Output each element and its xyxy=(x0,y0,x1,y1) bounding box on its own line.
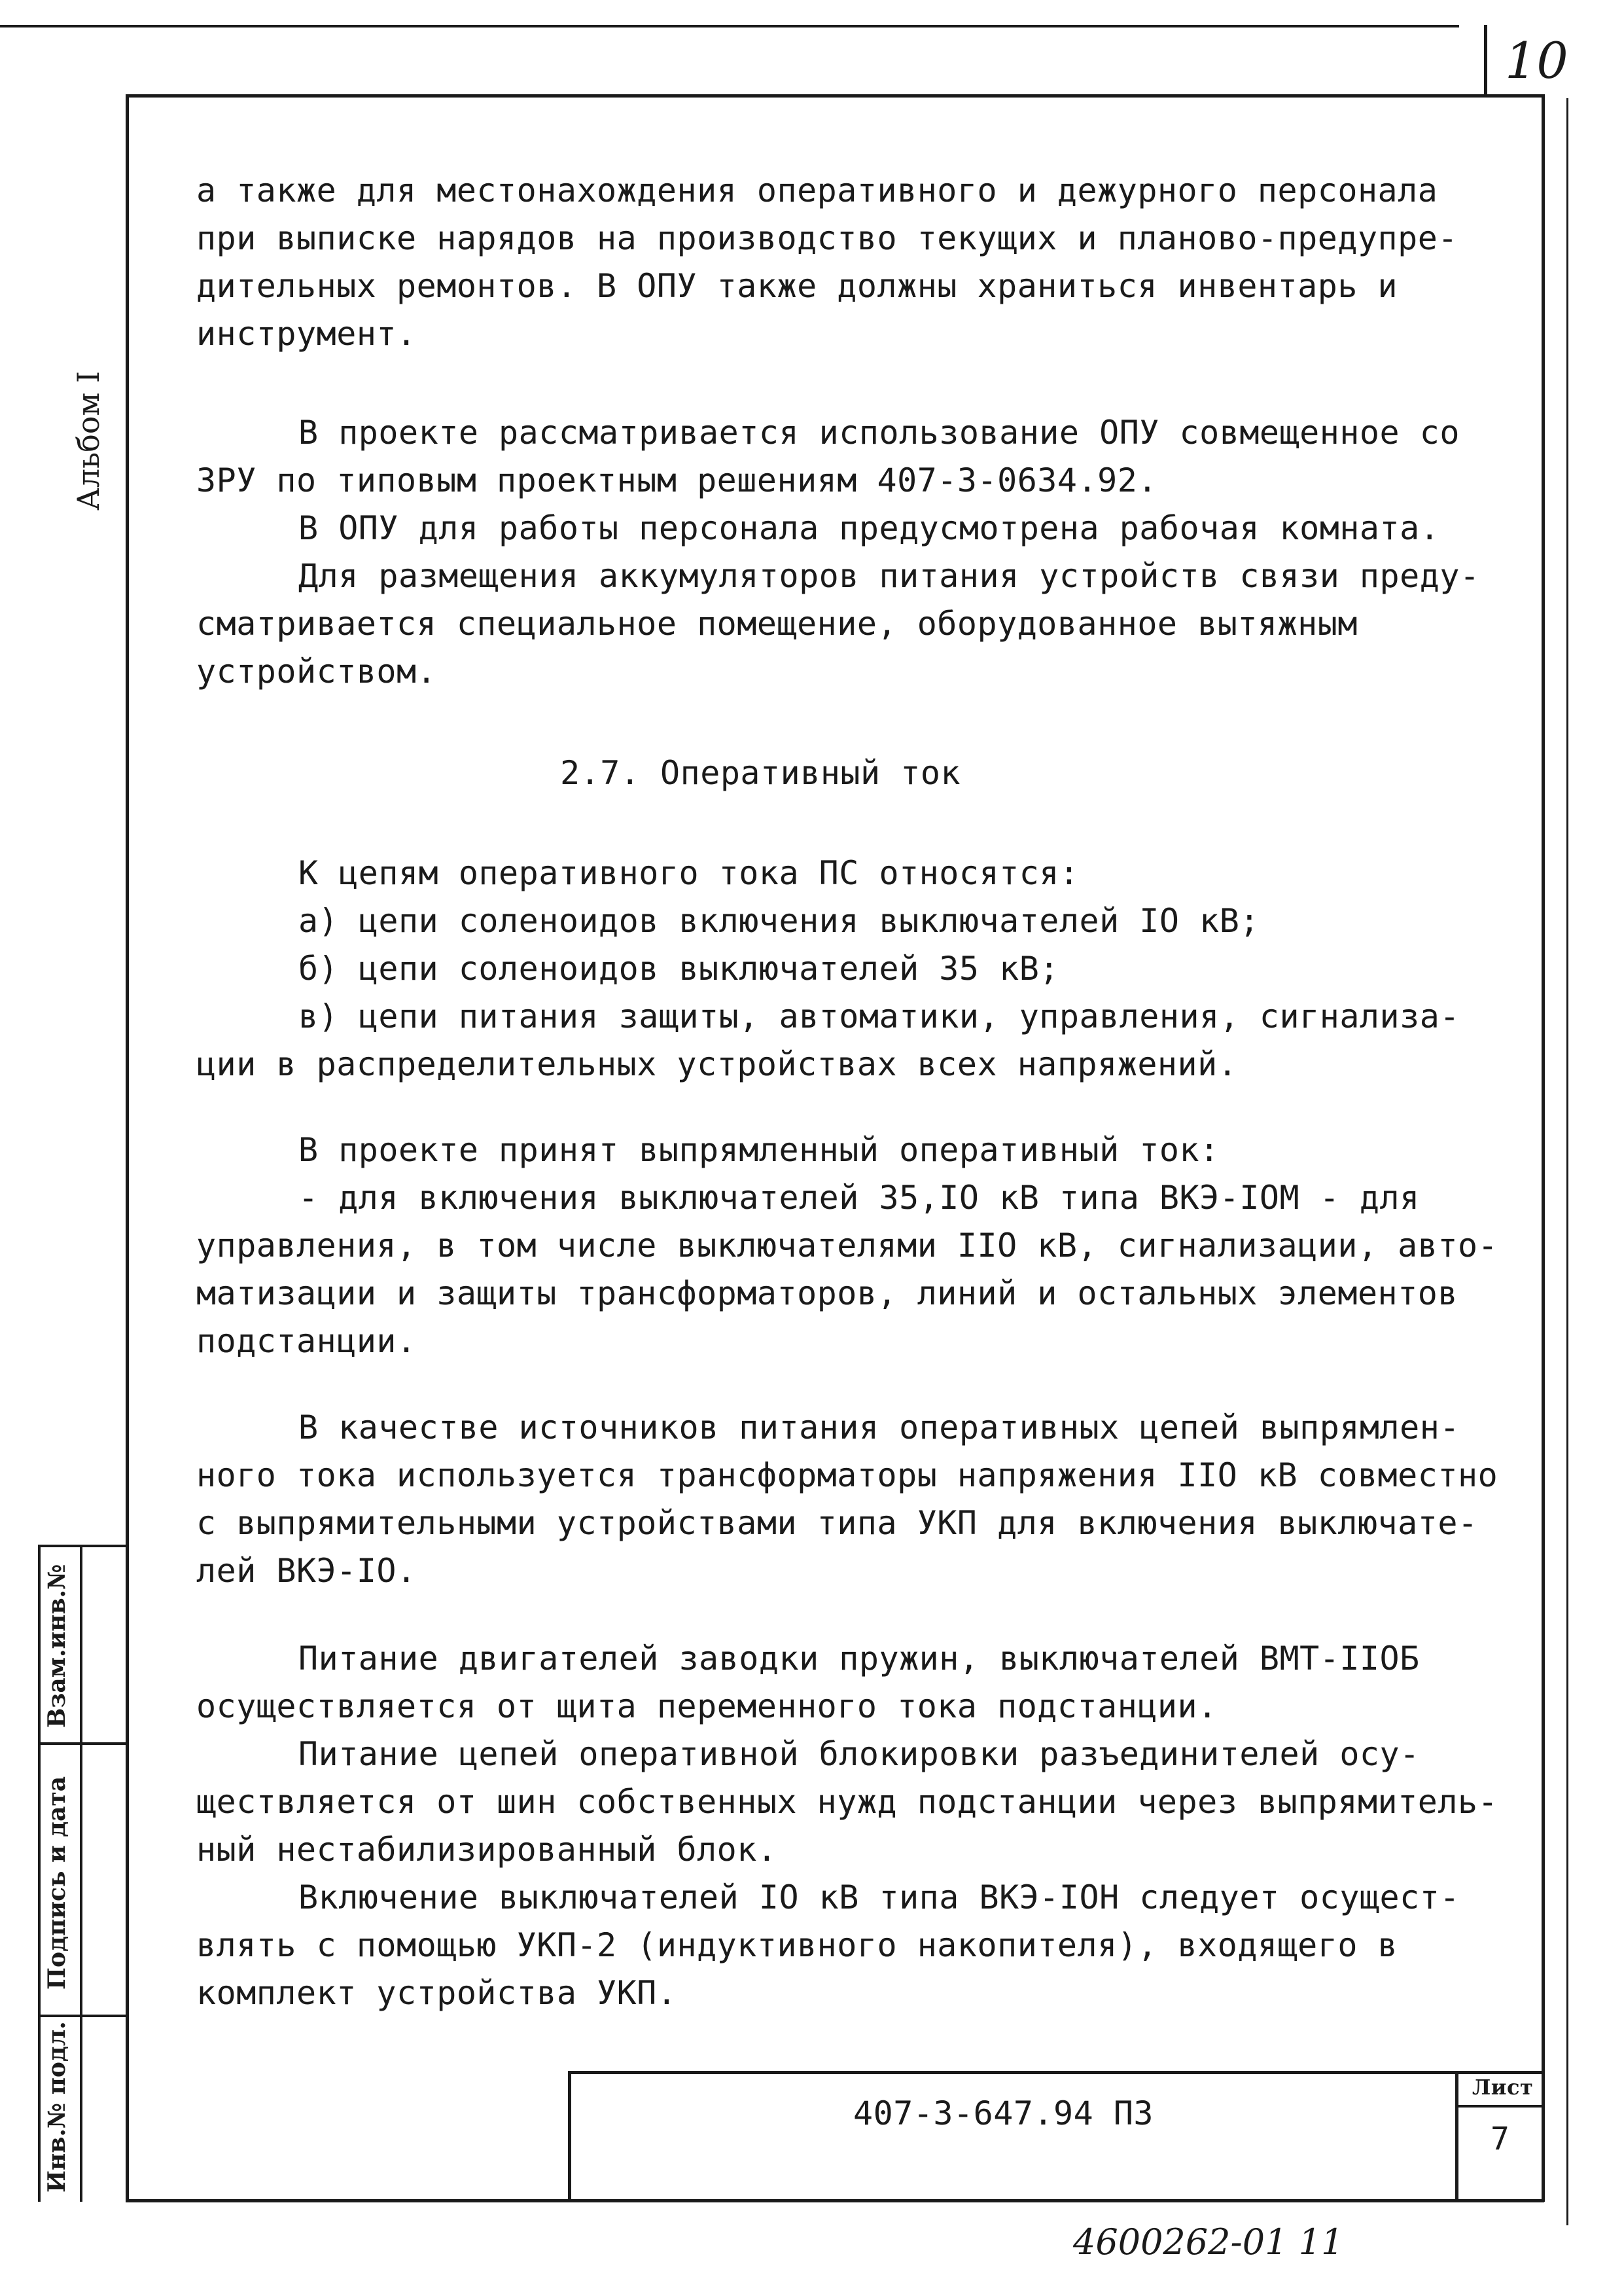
text-line: а также для местонахождения оперативного и дежурного персонала xyxy=(196,171,1438,209)
text-line: ции в распределительных устройствах всех напряжений. xyxy=(196,1045,1238,1083)
title-block-left xyxy=(568,2071,571,2202)
page-number-handwritten: 10 xyxy=(1505,31,1568,90)
text-line: В проекте принят выпрямленный оперативный ток: xyxy=(298,1131,1220,1169)
text-line: б) цепи соленоидов выключателей 35 кВ; xyxy=(298,950,1059,988)
sheet-label: Лист xyxy=(1472,2075,1534,2100)
text-line: лей ВКЭ-IO. xyxy=(196,1552,417,1590)
bottom-handwritten-number: 4600262-01 11 xyxy=(1073,2221,1344,2263)
text-line: комплект устройства УКП. xyxy=(196,1974,677,2012)
section-heading: 2.7. Оперативный ток xyxy=(560,754,961,792)
text-line: а) цепи соленоидов включения выключателей IO кВ; xyxy=(298,902,1260,940)
text-line: Для размещения аккумуляторов питания устройств связи преду- xyxy=(298,557,1480,595)
title-block-top xyxy=(568,2071,1544,2074)
text-line: дительных ремонтов. В ОПУ также должны храниться инвентарь и xyxy=(196,267,1398,305)
text-line: сматривается специальное помещение, оборудованное вытяжным xyxy=(196,605,1358,643)
text-line: управления, в том числе выключателями IIO кВ, сигнализации, авто- xyxy=(196,1227,1498,1265)
stamp-box-left xyxy=(38,1545,41,2202)
stamp-box-div1 xyxy=(38,1742,128,1745)
text-line: влять с помощью УКП-2 (индуктивного накопителя), входящего в xyxy=(196,1926,1398,1964)
stamp-box-div2 xyxy=(38,2015,128,2017)
text-line: К цепям оперативного тока ПС относятся: xyxy=(298,854,1080,892)
text-line: Питание цепей оперативной блокировки разъединителей осу- xyxy=(298,1735,1420,1773)
sheet-number: 7 xyxy=(1491,2121,1510,2157)
text-line: при выписке нарядов на производство текущих и планово-предупре- xyxy=(196,219,1458,257)
text-line: в) цепи питания защиты, автоматики, управления, сигнализа- xyxy=(298,997,1460,1035)
stamp-box-top xyxy=(38,1545,128,1547)
stamp-inv-label: Инв.№ подл. xyxy=(43,2021,71,2193)
text-line: инструмент. xyxy=(196,315,417,353)
stamp-box-mid xyxy=(80,1545,82,2202)
text-line: В проекте рассматривается использование ОПУ совмещенное со xyxy=(298,414,1460,452)
text-line: В качестве источников питания оперативных цепей выпрямлен- xyxy=(298,1408,1460,1446)
stamp-podpis-label: Подпись и дата xyxy=(43,1776,71,1990)
text-line: с выпрямительными устройствами типа УКП для включения выключате- xyxy=(196,1504,1478,1542)
text-line: ного тока используется трансформаторы напряжения IIO кВ совместно xyxy=(196,1456,1498,1494)
page-number-box-left xyxy=(1484,25,1487,97)
main-frame-top xyxy=(126,94,1544,98)
text-line: устройством. xyxy=(196,653,437,691)
main-frame-bottom xyxy=(126,2199,1544,2202)
text-line: осуществляется от щита переменного тока подстанции. xyxy=(196,1687,1218,1725)
text-line: ный нестабилизированный блок. xyxy=(196,1831,777,1869)
title-block-sheet-line xyxy=(1455,2105,1544,2108)
text-line: Включение выключателей IO кВ типа ВКЭ-IOH следует осущест- xyxy=(298,1878,1460,1916)
text-line: ществляется от шин собственных нужд подстанции через выпрямитель- xyxy=(196,1783,1498,1821)
text-line: ЗРУ по типовым проектным решениям 407-3-0634.92. xyxy=(196,461,1157,499)
text-line: Питание двигателей заводки пружин, выключателей ВМТ-IIОБ xyxy=(298,1640,1420,1677)
outer-right-line xyxy=(1566,98,1568,2225)
text-line: матизации и защиты трансформаторов, линий и остальных элементов xyxy=(196,1274,1458,1312)
side-album-label: Альбом I xyxy=(71,370,106,511)
document-code: 407-3-647.94 ПЗ xyxy=(853,2094,1154,2132)
main-frame-left xyxy=(126,94,129,2202)
top-border-line xyxy=(0,25,1459,27)
text-line: - для включения выключателей 35,IO кВ типа ВКЭ-IOM - для xyxy=(298,1179,1420,1217)
title-block-sheet-divider xyxy=(1455,2071,1458,2202)
main-frame-right xyxy=(1542,94,1545,2202)
text-line: В ОПУ для работы персонала предусмотрена рабочая комната. xyxy=(298,509,1440,547)
stamp-vzam-label: Взам.инв.№ xyxy=(43,1564,71,1728)
text-line: подстанции. xyxy=(196,1322,417,1360)
